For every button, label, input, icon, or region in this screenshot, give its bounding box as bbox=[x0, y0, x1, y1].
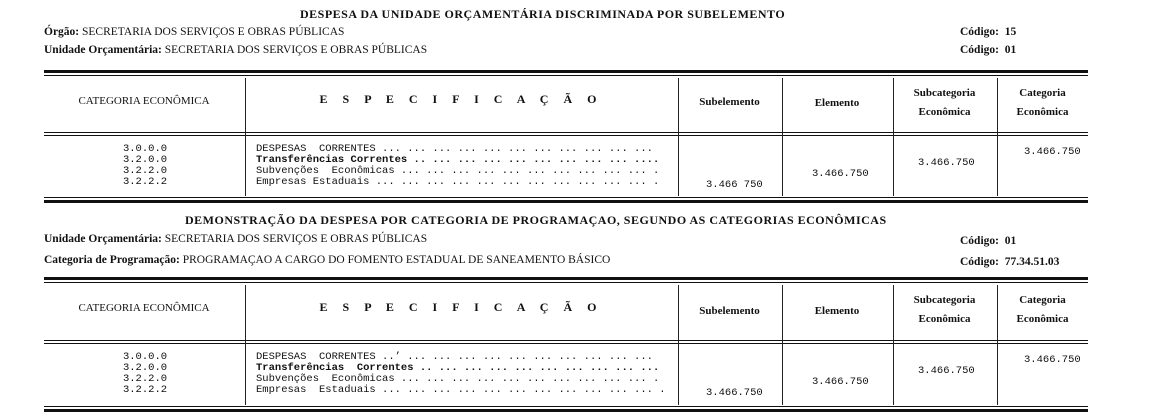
item-row: Subvenções Econômicas ... ... ... ... ... ... ... ... ... ... . bbox=[256, 373, 660, 385]
item-row: Empresas Estaduais ... ... ... ... ... ... ... ... ... ... ... . bbox=[256, 176, 660, 188]
table2-header-rule-2 bbox=[44, 343, 1088, 344]
table2-col-especificacao: E S P E C I F I C A Ç Ã O bbox=[319, 300, 603, 314]
orgao-label: Órgão: bbox=[44, 26, 80, 38]
code-value: 15 bbox=[1004, 26, 1017, 38]
table2-categoria-value: 3.466.750 bbox=[1024, 354, 1081, 366]
subcategoria-line2: Econômica bbox=[918, 106, 971, 118]
code-label: Código: bbox=[960, 256, 999, 268]
table1-col-subelemento: Subelemento bbox=[699, 96, 760, 108]
code-row: 3.2.2.2 bbox=[122, 384, 168, 396]
categoria-line2: Econômica bbox=[1016, 313, 1069, 325]
table1-codes bbox=[90, 144, 200, 188]
table1-vline bbox=[245, 78, 246, 196]
table2-col-elemento: Elemento bbox=[814, 305, 860, 317]
table2-header-rule bbox=[44, 340, 1088, 341]
table1-vline bbox=[782, 78, 783, 196]
section1-orgao-code bbox=[960, 26, 1016, 38]
section1-unidade-code bbox=[960, 44, 1016, 56]
code-label: Código: bbox=[960, 44, 999, 56]
item-row: Subvenções Econômicas ... ... ... ... ... ... ... ... ... ... . bbox=[256, 165, 660, 177]
categoria-line1: Categoria bbox=[1019, 87, 1066, 99]
table1-categoria-value: 3.466.750 bbox=[1024, 146, 1081, 158]
code-row: 3.0.0.0 bbox=[122, 351, 168, 363]
section1-unidade-line bbox=[44, 44, 427, 56]
table2-vline bbox=[782, 285, 783, 405]
table1-vline bbox=[997, 78, 998, 196]
item-row: DESPESAS CORRENTES ..’ ... ... ... ... ... ... ... ... ... ... bbox=[256, 351, 653, 363]
table2-items bbox=[256, 352, 666, 396]
table1-vline bbox=[678, 78, 679, 196]
table2-top-rule bbox=[44, 277, 1088, 280]
item-row: DESPESAS CORRENTES ... ... ... ... ... ... ... ... ... ... ... bbox=[256, 143, 653, 155]
unidade-value: SECRETARIA DOS SERVIÇOS E OBRAS PÚBLICAS bbox=[164, 44, 428, 56]
table2-bottom-rule-thick bbox=[44, 409, 1088, 412]
item-row: Transferências Correntes .. ... ... ... ... ... ... ... ... ... bbox=[256, 362, 660, 374]
table2-vline bbox=[997, 285, 998, 405]
table1-bottom-rule bbox=[44, 197, 1088, 198]
table1-subelemento-value: 3.466 750 bbox=[706, 179, 763, 191]
section1-title: DESPESA DA UNIDADE ORÇAMENTÁRIA DISCRIMINADA POR SUBELEMENTO bbox=[300, 7, 786, 21]
section2-unidade-code bbox=[960, 235, 1016, 247]
orgao-value: SECRETARIA DOS SERVIÇOS E OBRAS PÚBLICAS bbox=[82, 26, 345, 38]
code-value: 01 bbox=[1004, 235, 1017, 247]
table2-col-subcategoria bbox=[893, 294, 996, 325]
code-row: 3.0.0.0 bbox=[122, 143, 168, 155]
code-value: 01 bbox=[1004, 44, 1017, 56]
subcategoria-line1: Subcategoria bbox=[913, 294, 976, 306]
code-row: 3.2.2.0 bbox=[122, 373, 168, 385]
table2-vline bbox=[678, 285, 679, 405]
categoria-line2: Econômica bbox=[1016, 106, 1069, 118]
table1-col-categoria-economica bbox=[997, 87, 1088, 118]
section2-categoria-code bbox=[960, 256, 1059, 268]
table1-top-rule bbox=[44, 70, 1088, 73]
item-row: Empresas Estaduais ... ... ... ... ... ... ... ... ... ... ... . bbox=[256, 384, 666, 396]
categoria-line1: Categoria bbox=[1019, 294, 1066, 306]
section1-orgao-line bbox=[44, 26, 344, 38]
section2-categoria-line bbox=[44, 254, 610, 266]
code-row: 3.2.0.0 bbox=[122, 154, 168, 166]
unidade-label: Unidade Orçamentária: bbox=[44, 44, 162, 56]
code-row: 3.2.2.2 bbox=[122, 176, 168, 188]
section2-title: DEMONSTRAÇÃO DA DESPESA POR CATEGORIA DE PROGRAMAÇAO, SEGUNDO AS CATEGORIAS ECONÔMICAS bbox=[185, 213, 887, 227]
code-label: Código: bbox=[960, 235, 999, 247]
table2-top-rule-thin bbox=[44, 282, 1088, 283]
item-row: Transferências Correntes .. ... ... ... ... ... ... ... ... .... bbox=[256, 154, 660, 166]
table2-subelemento-value: 3.466.750 bbox=[706, 387, 763, 399]
unidade-label: Unidade Orçamentária: bbox=[44, 233, 162, 245]
table2-vline bbox=[245, 285, 246, 405]
table1-vline bbox=[893, 78, 894, 196]
table2-bottom-rule bbox=[44, 406, 1088, 407]
table2-elemento-value: 3.466.750 bbox=[812, 376, 869, 388]
table2-vline bbox=[893, 285, 894, 405]
table1-col-elemento: Elemento bbox=[814, 97, 860, 109]
table1-subcategoria-value: 3.466.750 bbox=[918, 157, 975, 169]
table2-col-categoria-economica bbox=[997, 294, 1088, 325]
code-row: 3.2.2.0 bbox=[122, 165, 168, 177]
table1-col-subcategoria bbox=[893, 87, 996, 118]
table2-subcategoria-value: 3.466.750 bbox=[918, 365, 975, 377]
table1-col-especificacao: E S P E C I F I C A Ç Ã O bbox=[319, 92, 603, 106]
table1-items bbox=[256, 144, 659, 188]
table1-top-rule-thin bbox=[44, 75, 1088, 76]
table1-header-rule bbox=[44, 132, 1088, 133]
code-label: Código: bbox=[960, 26, 999, 38]
table1-header-rule-2 bbox=[44, 135, 1088, 136]
table1-bottom-rule-thick bbox=[44, 200, 1088, 203]
table2-col-categoria: CATEGORIA ECONÔMICA bbox=[78, 302, 210, 314]
categoria-programacao-label: Categoria de Programação: bbox=[44, 254, 180, 266]
table1-elemento-value: 3.466.750 bbox=[812, 168, 869, 180]
table1-col-categoria: CATEGORIA ECONÔMICA bbox=[78, 95, 210, 107]
subcategoria-line2: Econômica bbox=[918, 313, 971, 325]
section2-unidade-line bbox=[44, 233, 427, 245]
categoria-programacao-value: PROGRAMAÇAO A CARGO DO FOMENTO ESTADUAL DE SANEAMENTO BÁSICO bbox=[182, 254, 611, 266]
subcategoria-line1: Subcategoria bbox=[913, 87, 976, 99]
code-row: 3.2.0.0 bbox=[122, 362, 168, 374]
unidade-value: SECRETARIA DOS SERVIÇOS E OBRAS PÚBLICAS bbox=[164, 233, 428, 245]
code-value: 77.34.51.03 bbox=[1004, 256, 1060, 268]
table2-col-subelemento: Subelemento bbox=[699, 305, 760, 317]
table2-codes bbox=[90, 352, 200, 396]
